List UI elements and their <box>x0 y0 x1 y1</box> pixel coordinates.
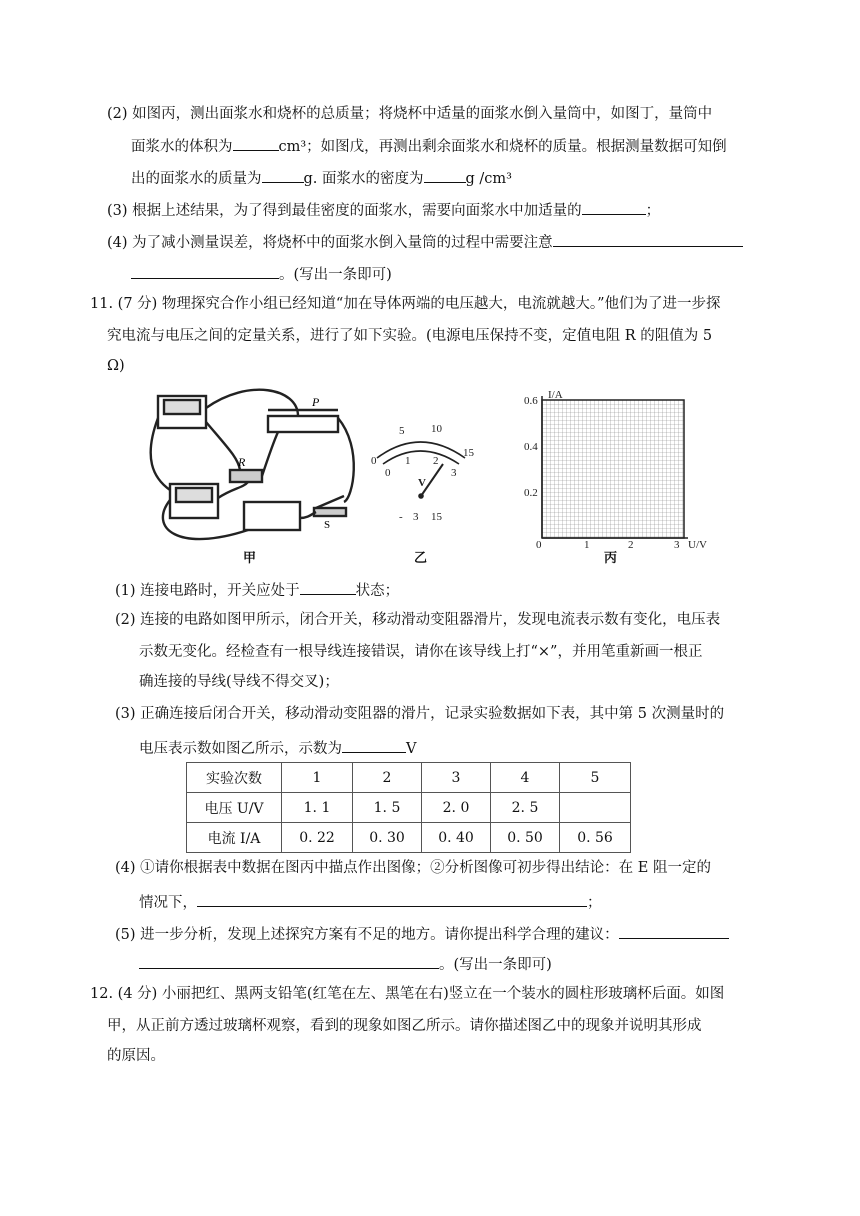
q11-heading-line3: Ω) <box>107 358 125 374</box>
answer-blank[interactable] <box>619 922 729 939</box>
q11-part5-line1: (5) 进一步分析，发现上述探究方案有不足的地方。请你提出科学合理的建议： <box>115 922 729 945</box>
q12-line3: 的原因。 <box>107 1048 165 1064</box>
q11-part2-line1: (2) 连接的电路如图甲所示，闭合开关，移动滑动变阻器滑片，发现电流表示数有变化，电压表 <box>115 612 721 628</box>
q10-part4-line2: 。(写出一条即可) <box>131 262 392 285</box>
q11-part5-line2: 。(写出一条即可) <box>139 952 552 975</box>
graph-x-tick-3: 3 <box>674 539 680 548</box>
q11-part2-line3: 确连接的导线(导线不得交叉)； <box>139 674 339 690</box>
q12-line1: 12. (4 分) 小丽把红、黑两支铅笔(红笔在左、黑笔在右)竖立在一个装水的圆柱形玻璃杯后面。如图 <box>90 986 725 1002</box>
graph-y-tick-04: 0.4 <box>524 441 538 453</box>
answer-blank[interactable] <box>131 262 279 279</box>
q11-part3-line1: (3) 正确连接后闭合开关，移动滑动变阻器的滑片，记录实验数据如下表，其中第 5 次测量时的 <box>115 706 725 722</box>
answer-blank[interactable] <box>424 166 466 183</box>
caption-yi: 乙 <box>414 551 428 566</box>
tick-lower-2: 2 <box>433 455 439 467</box>
q11-part3-line2: 电压表示数如图乙所示，示数为 V <box>139 736 416 759</box>
table-cell: 电流 I/A <box>187 823 282 853</box>
tick-lower-3: 3 <box>451 467 457 479</box>
answer-blank[interactable] <box>582 198 646 215</box>
tick-upper-5: 5 <box>399 425 405 437</box>
table-cell: 1. 5 <box>353 793 422 823</box>
q11-part4-line1: (4) ①请你根据表中数据在图丙中描点作出图像；②分析图像可初步得出结论：在 E 阻一定的 <box>115 860 711 876</box>
label-s: S <box>324 519 331 531</box>
q12-line2: 甲，从正前方透过玻璃杯观察，看到的现象如图乙所示。请你描述图乙中的现象并说明其形成 <box>107 1018 702 1034</box>
table-cell: 1 <box>282 763 353 793</box>
q10-part2-line2: 面浆水的体积为 cm³；如图戊，再测出剩余面浆水和烧杯的质量。根据测量数据可知倒 <box>131 134 727 157</box>
q11-heading-line2: 究电流与电压之间的定量关系，进行了如下实验。(电源电压保持不变，定值电阻 R 的阻值为 5 <box>107 328 713 344</box>
data-table <box>186 762 631 853</box>
tick-upper-0: 0 <box>371 455 377 467</box>
graph-y-tick-06: 0.6 <box>524 395 538 407</box>
tick-upper-10: 10 <box>431 423 442 435</box>
table-cell: 实验次数 <box>187 763 282 793</box>
tick-upper-15: 15 <box>463 447 474 459</box>
caption-jia: 甲 <box>243 551 257 566</box>
terminal-neg: - <box>399 511 403 523</box>
table-cell: 电压 U/V <box>187 793 282 823</box>
q11-part1: (1) 连接电路时，开关应处于 状态； <box>115 578 399 601</box>
table-cell: 0. 30 <box>353 823 422 853</box>
answer-blank[interactable] <box>300 578 356 595</box>
answer-blank[interactable] <box>342 736 406 753</box>
q11-heading-line1: 11. (7 分) 物理探究合作小组已经知道“加在导体两端的电压越大，电流就越大。”他们为了进一步探 <box>90 296 721 312</box>
terminal-15: 15 <box>431 511 442 523</box>
answer-blank[interactable] <box>197 890 587 907</box>
label-p: P <box>312 395 320 409</box>
answer-blank[interactable] <box>553 230 743 247</box>
table-cell: 2. 5 <box>491 793 560 823</box>
graph-y-label: I/A <box>548 389 563 401</box>
graph-x-tick-0: 0 <box>536 539 542 548</box>
terminal-3: 3 <box>413 511 419 523</box>
q10-part3: (3) 根据上述结果，为了得到最佳密度的面浆水，需要向面浆水中加适量的 ； <box>107 198 660 221</box>
graph-x-tick-2: 2 <box>628 539 634 548</box>
table-cell: 1. 1 <box>282 793 353 823</box>
table-cell: 4 <box>491 763 560 793</box>
table-cell[interactable] <box>560 793 631 823</box>
circuit-diagram <box>148 378 358 566</box>
blank-graph <box>510 388 710 548</box>
caption-bing: 丙 <box>604 551 618 566</box>
q10-part2-line3: 出的面浆水的质量为 g. 面浆水的密度为 g /cm³ <box>131 166 512 189</box>
graph-x-label: U/V <box>688 539 707 548</box>
table-cell: 5 <box>560 763 631 793</box>
q10-part2-line1: (2) 如图丙，测出面浆水和烧杯的总质量；将烧杯中适量的面浆水倒入量筒中，如图丁，量筒中 <box>107 106 713 122</box>
q10-part4-line1: (4) 为了减小测量误差，将烧杯中的面浆水倒入量筒的过程中需要注意 <box>107 230 743 253</box>
voltmeter-dial <box>365 420 480 530</box>
table-cell: 3 <box>422 763 491 793</box>
table-cell: 2. 0 <box>422 793 491 823</box>
answer-blank[interactable] <box>262 166 304 183</box>
tick-lower-0: 0 <box>385 467 391 479</box>
label-r: R <box>238 455 246 469</box>
answer-blank[interactable] <box>233 134 279 151</box>
tick-lower-1: 1 <box>405 455 411 467</box>
q11-part2-line2: 示数无变化。经检查有一根导线连接错误，请你在该导线上打“×”，并用笔重新画一根正 <box>139 644 703 660</box>
table-cell: 2 <box>353 763 422 793</box>
table-cell: 0. 50 <box>491 823 560 853</box>
graph-y-tick-02: 0.2 <box>524 487 538 499</box>
table-cell: 0. 56 <box>560 823 631 853</box>
meter-unit: V <box>418 477 426 489</box>
table-row <box>187 793 631 823</box>
answer-blank[interactable] <box>139 952 439 969</box>
graph-x-tick-1: 1 <box>584 539 590 548</box>
table-row <box>187 823 631 853</box>
table-row <box>187 763 631 793</box>
table-cell: 0. 40 <box>422 823 491 853</box>
table-cell: 0. 22 <box>282 823 353 853</box>
q11-part4-line2: 情况下， ； <box>139 890 602 913</box>
